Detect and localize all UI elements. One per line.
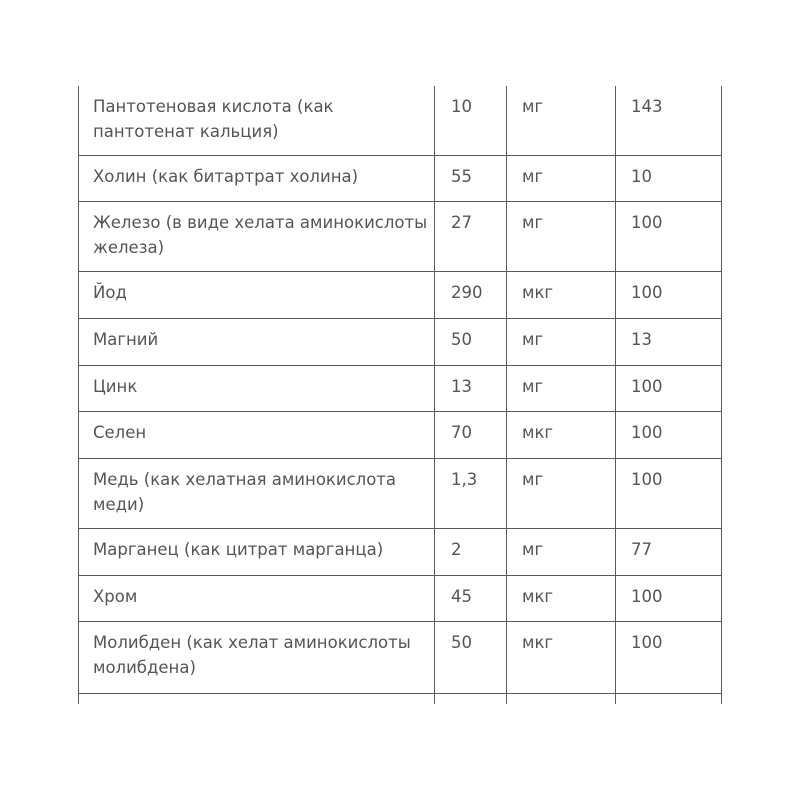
table-row (79, 459, 721, 529)
nutrient-amount: 70 (451, 423, 472, 442)
nutrient-percent: 13 (631, 330, 652, 349)
nutrient-unit: мкг (522, 633, 554, 652)
table-row (79, 86, 721, 156)
nutrient-percent: 100 (631, 377, 663, 396)
nutrient-percent: 100 (631, 470, 663, 489)
nutrient-percent: 143 (631, 97, 663, 116)
nutrient-name: Марганец (как цитрат марганца) (93, 540, 384, 559)
nutrient-percent: 100 (631, 587, 663, 606)
nutrient-name: Селен (93, 423, 147, 442)
nutrient-unit: мг (522, 167, 544, 186)
nutrient-amount: 50 (451, 633, 472, 652)
nutrient-amount: 2 (451, 540, 462, 559)
nutrient-unit: мкг (522, 283, 554, 302)
nutrient-name: Цинк (93, 377, 138, 396)
nutrient-name: Медь (как хелатная аминокислота меди) (93, 470, 397, 514)
table-row (79, 272, 721, 319)
nutrient-amount: 50 (451, 330, 472, 349)
nutrient-unit: мкг (522, 587, 554, 606)
table-row (79, 622, 721, 694)
nutrient-percent: 100 (631, 283, 663, 302)
nutrient-table (78, 86, 722, 704)
nutrient-amount: 1,3 (451, 470, 478, 489)
nutrient-percent: 100 (631, 423, 663, 442)
nutrient-amount: 45 (451, 587, 472, 606)
nutrient-percent: 100 (631, 213, 663, 232)
nutrient-amount: 55 (451, 167, 472, 186)
nutrient-name: Железо (в виде хелата аминокислоты железа) (93, 213, 428, 257)
table-row (79, 412, 721, 459)
nutrient-amount: 13 (451, 377, 472, 396)
nutrient-unit: мг (522, 470, 544, 489)
table-row (79, 156, 721, 202)
nutrient-unit: мг (522, 97, 544, 116)
nutrient-amount: 290 (451, 283, 483, 302)
table-row (79, 319, 721, 366)
nutrient-amount: 10 (451, 97, 472, 116)
nutrient-percent: 10 (631, 167, 652, 186)
nutrient-name: Молибден (как хелат аминокислоты молибдена) (93, 633, 411, 677)
nutrient-unit: мг (522, 330, 544, 349)
nutrient-unit: мкг (522, 423, 554, 442)
nutrient-unit: мг (522, 540, 544, 559)
nutrient-unit: мг (522, 213, 544, 232)
nutrient-name: Пантотеновая кислота (как пантотенат кальция) (93, 97, 334, 141)
table-row (79, 202, 721, 272)
nutrient-name: Йод (93, 283, 127, 302)
nutrient-percent: 77 (631, 540, 652, 559)
table-row (79, 529, 721, 576)
nutrient-name: Магний (93, 330, 159, 349)
table-row (79, 576, 721, 622)
nutrient-percent: 100 (631, 633, 663, 652)
nutrient-name: Холин (как битартрат холина) (93, 167, 359, 186)
nutrient-amount: 27 (451, 213, 472, 232)
nutrient-name: Хром (93, 587, 138, 606)
nutrient-unit: мг (522, 377, 544, 396)
table-row (79, 366, 721, 412)
